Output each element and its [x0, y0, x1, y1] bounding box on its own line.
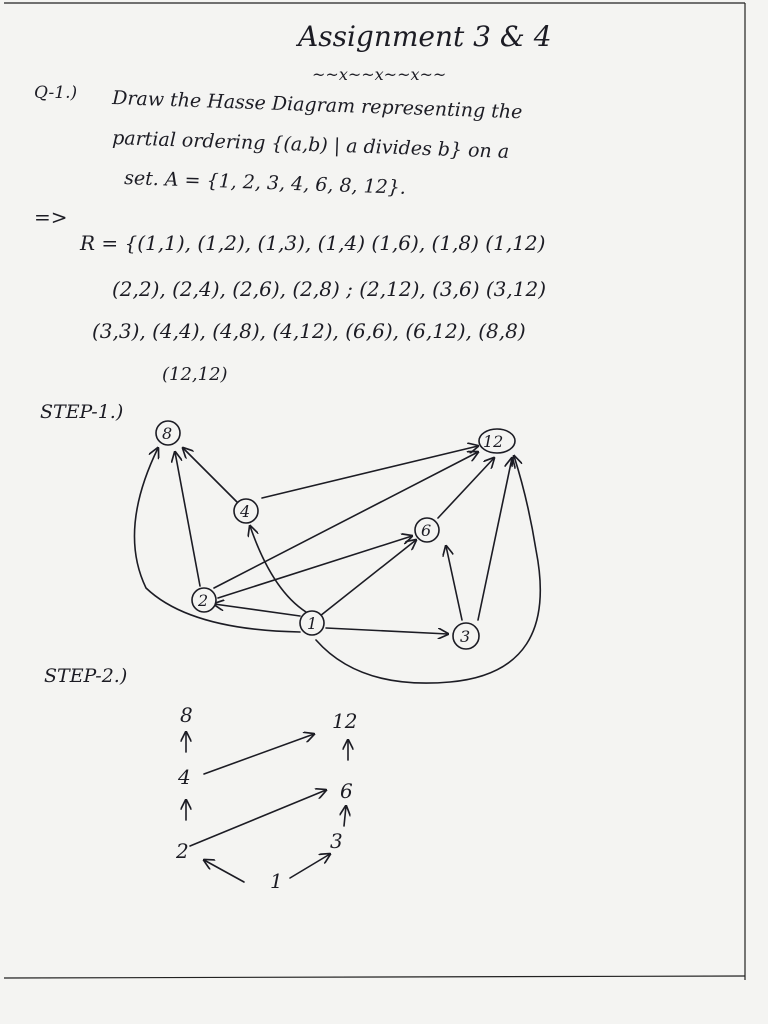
node-3 [453, 623, 479, 649]
edge-3-to-12 [478, 458, 512, 620]
relation-line-1: R = {(1,1), (1,2), (1,3), (1,4) (1,6), (1,8) (1,12) [80, 231, 546, 255]
answer-arrow: => [34, 205, 68, 229]
hasse-node-6: 6 [340, 779, 353, 803]
edge-1-to-4 [250, 526, 306, 612]
node-1 [300, 611, 324, 635]
question-line-2: partial ordering {(a,b) | a divides b} on a [111, 127, 510, 163]
svg-text:4: 4 [240, 502, 251, 521]
edge-6-to-12 [438, 458, 494, 518]
node-6 [415, 518, 439, 542]
relation-line-3: (3,3), (4,4), (4,8), (4,12), (6,6), (6,12), (8,8) [92, 319, 526, 343]
step1-label: STEP-1.) [40, 401, 124, 423]
question-line-3: set. A = {1, 2, 3, 4, 6, 8, 12}. [123, 167, 407, 199]
hasse-node-4: 4 [178, 765, 191, 789]
hasse-node-12: 12 [332, 709, 358, 733]
node-4 [234, 499, 258, 523]
edge-1-to-6 [320, 540, 416, 616]
edge-3-to-6 [446, 546, 462, 620]
svg-text:3: 3 [460, 627, 471, 646]
svg-text:6: 6 [421, 521, 432, 540]
page-title: Assignment 3 & 4 [298, 20, 552, 53]
relation-line-4: (12,12) [162, 364, 228, 385]
step2-label: STEP-2.) [44, 665, 128, 687]
node-8 [156, 421, 180, 445]
hasse-node-1: 1 [270, 869, 283, 893]
page-border-bottom [4, 976, 745, 978]
question-line-1: Draw the Hasse Diagram representing the [111, 87, 523, 124]
hasse-edge-2-6 [190, 790, 326, 846]
node-2 [192, 588, 216, 612]
step1-digraph [134, 421, 540, 683]
edge-2-to-8 [175, 452, 200, 586]
svg-text:12: 12 [483, 432, 504, 451]
step2-hasse-diagram [175, 703, 357, 893]
svg-text:8: 8 [162, 424, 173, 443]
hasse-edge-1-2 [204, 860, 244, 882]
edge-4-to-12 [262, 446, 478, 498]
hasse-node-8: 8 [180, 703, 193, 727]
node-12 [479, 429, 515, 453]
question-label: Q-1.) [34, 83, 78, 103]
hasse-node-3: 3 [330, 829, 343, 853]
svg-text:1: 1 [307, 614, 318, 633]
hasse-node-2: 2 [176, 839, 189, 863]
edge-1-to-3 [326, 628, 448, 634]
relation-line-2: (2,2), (2,4), (2,6), (2,8) ; (2,12), (3,6) (3,12) [112, 277, 547, 301]
hasse-edge-1-3 [290, 854, 330, 878]
edge-1-to-12-curve [316, 456, 540, 683]
hasse-edge-4-12 [204, 734, 314, 774]
title-underline: ~~x~~x~~x~~ [312, 65, 447, 84]
edge-4-to-8 [183, 448, 238, 503]
svg-text:2: 2 [198, 591, 209, 610]
hasse-edge-3-6 [344, 806, 346, 826]
edge-1-to-2 [214, 604, 300, 616]
